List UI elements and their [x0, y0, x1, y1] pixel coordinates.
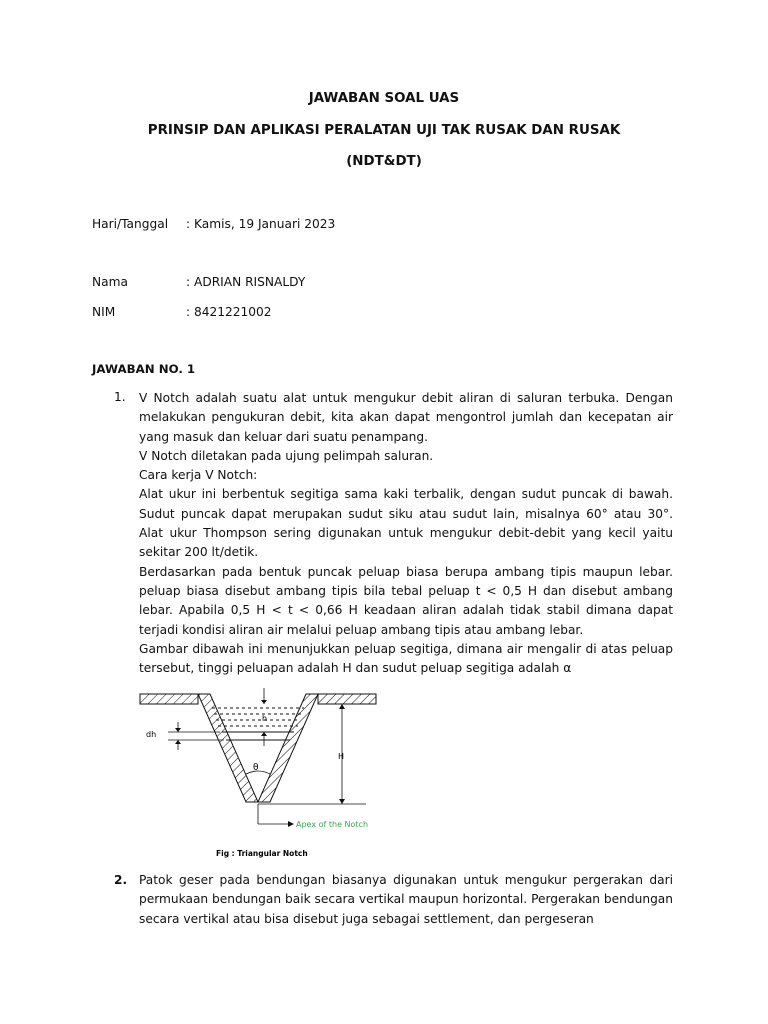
right-notch-wall [258, 694, 318, 802]
h-label: h [262, 714, 268, 723]
triangular-notch-figure [138, 688, 398, 863]
h-arrowhead-bottom [261, 732, 267, 736]
figure-caption: Fig : Triangular Notch [216, 849, 308, 858]
paragraph: Cara kerja V Notch: [139, 468, 258, 483]
right-bank-hatch [318, 694, 376, 704]
dh-arrowhead-top [175, 728, 181, 732]
paragraph: Gambar dibawah ini menunjukkan peluap segitiga, dimana air mengalir di atas peluap tersebut, tinggi peluapan adalah H dan sudut peluap segitiga adalah α [139, 641, 673, 676]
answer-item [139, 389, 673, 678]
meta-name-label: Nama [92, 275, 128, 289]
meta-name-value: : ADRIAN RISNALDY [186, 275, 306, 289]
section-heading: JAWABAN NO. 1 [92, 362, 196, 376]
answer-item [139, 871, 673, 929]
left-notch-wall [198, 694, 258, 802]
paragraph: V Notch adalah suatu alat untuk mengukur debit aliran di saluran terbuka. Dengan melakukan pengukuran debit, kita akan dapat mengontrol jumlah dan kecepatan air yang masuk dan keluar dari suatu penampang. [139, 391, 673, 444]
apex-arrowhead [288, 821, 294, 827]
dh-label: dh [146, 730, 157, 739]
paragraph: Alat ukur ini berbentuk segitiga sama kaki terbalik, dengan sudut puncak di bawah. Sudut puncak dapat merupakan sudut siku atau sudut lain, misalnya 60° atau 30°. Alat ukur Thompson sering digunakan untuk mengukur debit-debit yang kecil yaitu sekitar 200 lt/detik. [139, 487, 673, 560]
paragraph: Berdasarkan pada bentuk puncak peluap biasa berupa ambang tipis maupun lebar. peluap biasa disebut ambang tipis bila tebal peluap t < 0,5 H dan disebut ambang lebar. Apabila 0,5 H < t < 0,66 H keadaan aliran adalah tidak stabil dimana dapat terjadi kondisi aliran air melalui peluap ambang tipis atau ambang lebar. [139, 564, 673, 637]
item-number: 1. [114, 390, 126, 404]
apex-label: Apex of the Notch [296, 820, 369, 829]
meta-nim-label: NIM [92, 305, 116, 319]
H-arrowhead-top [339, 704, 345, 709]
meta-date-value: : Kamis, 19 Januari 2023 [186, 217, 336, 231]
document-title: JAWABAN SOAL UAS [308, 91, 460, 106]
left-bank-hatch [140, 694, 198, 704]
meta-date-label: Hari/Tanggal [92, 217, 169, 231]
H-label: H [338, 752, 345, 761]
H-arrowhead-bottom [339, 799, 345, 804]
paragraph: V Notch diletakan pada ujung pelimpah saluran. [139, 448, 434, 463]
theta-label: θ [253, 763, 259, 773]
meta-nim-value: : 8421221002 [186, 305, 272, 319]
water-surface-dashes [212, 708, 304, 726]
paragraph: Patok geser pada bendungan biasanya digunakan untuk mengukur pergerakan dari permukaan bendungan baik secara vertikal maupun horizontal. Pergerakan bendungan secara vertikal atau bisa disebut juga sebagai settlement, dan pergeseran [139, 873, 673, 926]
document-subtitle: PRINSIP DAN APLIKASI PERALATAN UJI TAK RUSAK DAN RUSAK [147, 123, 621, 138]
document-subtitle-abbrev: (NDT&DT) [346, 154, 422, 169]
item-number: 2. [114, 873, 128, 887]
dh-arrowhead-bottom [175, 740, 181, 744]
h-arrowhead-top [261, 700, 267, 704]
